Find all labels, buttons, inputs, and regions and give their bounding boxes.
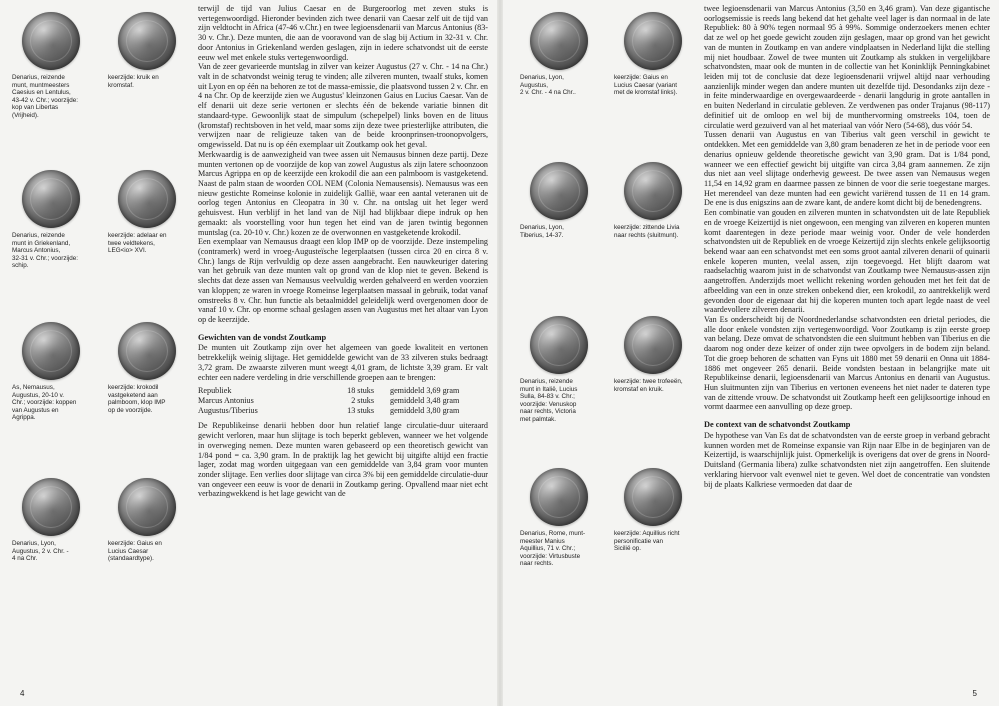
table-row [198, 386, 459, 396]
table-cell-group: Augustus/Tiberius [198, 405, 258, 415]
coin-figure [520, 316, 612, 424]
right-page-text [704, 4, 990, 489]
body-paragraph: Van de zeer gevarieerde muntslag in zilver van keizer Augustus (27 v. Chr. - 14 na Chr.) valt in de schatvondst weinig terug te vinden; alle zilveren munten, twaalf stuks, komen uit Lyon en op één na behoren ze tot de massa-emissie, die plaatsvond tussen 2 v. Chr. en 4 na Chr. Op de keerzijde zien we Augustus' kleinzonen Gaius en Lucius Caesar. Van de elf denarii uit deze serie vertonen er slechts één de bekende variatie binnen dit standaard-type. Gewoonlijk staat de simpulum (schepelpel) links boven en de lituus (kromstaf) rechtsboven in het veld, maar soms zijn deze twee priesterlijke attributen, die verwijzen naar de religieuze taken van de beide kroonprinsen-troonopvolgers, omgewisseld. Dat nu is op één exemplaar uit Zoutkamp ook het geval. [198, 62, 488, 150]
coin-figure [614, 316, 706, 393]
coin-image [530, 316, 588, 374]
coin-figure [12, 478, 104, 563]
coin-caption: Denarius, Lyon, Tiberius, 14-37. [520, 224, 564, 239]
coin-image [530, 12, 588, 70]
coin-figure [108, 12, 200, 89]
coin-caption: keerzijde: zittende Livia naar rechts (sluitmunt). [614, 224, 680, 239]
body-paragraph: twee legioensdenarii van Marcus Antonius (3,50 en 3,46 gram). Van deze gigantische oorlogsemissie is reeds lang bekend dat het gehalte veel lager is dan normaal in de late Republiek: 80 à 90% tegen normaal 95 à 99%. Sommige onderzoekers menen echter dat ze wel op het goede gewicht zouden zijn geslagen, maar op grond van het gewicht van de munten in Zoutkamp en van andere vindplaatsen in Nederland lijkt die stelling mij niet houdbaar. Zowel de twee munten uit Zoutkamp als stukken in vergelijkbare schatvondsten, maar ook de munten in de collectie van het Koninklijk Penningkabinet leiden mij tot de conclusie dat deze legioensdenarii vrijwel altijd naar verhouding aanzienlijk minder wegen dan andere munten uit dezelfde tijd. Desondanks zijn deze - in feite minderwaardige en overgewaardeerde - denarii langdurig in grote aantallen in en buiten Nederland in circulatie gebleven. Ze verdwenen pas onder Trajanus (98-117) definitief uit de omloop en wel bij de munthervorming omstreeks 104, toen de circulatie werd gezuiverd van al het materiaal van vóór Nero (54-68), dus vóór 54. [704, 4, 990, 130]
coin-caption: keerzijde: adelaar en twee veldtekens, LEG<io> XVI. [108, 232, 167, 255]
coin-figure [520, 12, 612, 97]
coin-caption: As, Nemausus, Augustus, 20-10 v. Chr.; voorzijde: koppen van Augustus en Agrippa. [12, 384, 77, 422]
table-cell-group: Marcus Antonius [198, 396, 254, 406]
coin-image [118, 12, 176, 70]
coin-figure [520, 468, 612, 568]
coin-caption: keerzijde: Aquillius richt personificatie van Sicilië op. [614, 530, 680, 553]
body-paragraph: Tussen denarii van Augustus en van Tiberius valt geen verschil in gewicht te ontdekken. Met een gemiddelde van 3,80 gram benaderen ze het in de periode voor een denarius opnieuw geldende theoretische gewicht van 3,90 gram. Dat is 1/84 pond, wanneer we een effectief gewicht bij uitgifte van circa 3,84 gram aannemen. Ze zijn dus niet aan veel slijtage onderhevig geweest. De twee assen van Nemausus wegen 11,54 en 14,92 gram en daarmee passen ze binnen de voor die serie toegestane marges. Het merendeel van deze munten had een gewicht variërend tussen de 11 en 14 gram. De ene is dus enigszins aan de zware kant, de andere komt dicht bij de benedengrens. [704, 130, 990, 208]
table-cell-count: 18 stuks [347, 386, 374, 396]
coin-image [22, 12, 80, 70]
coin-caption: keerzijde: twee trofeeën, kromstaf en kruik. [614, 378, 683, 393]
body-paragraph: De munten uit Zoutkamp zijn over het algemeen van goede kwaliteit en vertonen betrekkelijk weinig slijtage. Het gemiddelde gewicht van de 33 zilveren stuks bedraagt 3,72 gram. De zwaarste zilveren munt weegt 4,01 gram, de lichtste 3,39 gram. Er valt echter een nadere verdeling in drie verschillende groepen aan te brengen: [198, 343, 488, 382]
coin-image [624, 316, 682, 374]
coin-caption: Denarius, reizende munt in Griekenland, Marcus Antonius, 32-31 v. Chr.; voorzijde: schip. [12, 232, 79, 270]
table-cell-group: Republiek [198, 386, 232, 396]
table-cell-average: gemiddeld 3,80 gram [390, 405, 460, 415]
coin-caption: Denarius, reizende munt, muntmeesters Caesius en Lentulus, 43-42 v. Chr.; voorzijde: kop van Libertas (Vrijheid). [12, 74, 79, 119]
body-paragraph: Een combinatie van gouden en zilveren munten in schatvondsten uit de late Republiek en de vroege Keizertijd is niet ongewoon, een menging van zilveren en koperen munten komt daarentegen in deze periode maar weinig voor. Onder de vele honderden schatvondsten uit de Republiek en de vroege Keizertijd zijn slechts enkele gelijksoortig bekend waar aan een schatvondst met een soms groot aantal zilveren denarii of quinarii enkele koperen munten, veelal assen, zijn toegevoegd. Het blijft daarom wat raadselachtig waarom juist in de schatvondst van Zoutkamp twee Nemausus-assen zijn aangetroffen. Anderzijds moet wellicht rekening worden gehouden met het feit dat de afbeelding van een in onze streken onbekend dier, een krokodil, zo aantrekkelijk werd gevonden door de eigenaar dat hij die koperen munten toch apart legde naast de veel waardevollere zilveren denarii. [704, 208, 990, 315]
weights-table [198, 386, 459, 415]
section-heading: De context van de schatvondst Zoutkamp [704, 420, 851, 430]
table-row [198, 396, 459, 406]
left-page-text [198, 4, 488, 499]
coin-figure [108, 478, 200, 563]
coin-figure [614, 12, 706, 97]
coin-caption: keerzijde: kruik en kromstaf. [108, 74, 159, 89]
coin-figure [614, 468, 706, 553]
coin-caption: Denarius, Lyon, Augustus, 2 v. Chr. - 4 na Chr.. [520, 74, 576, 97]
coin-image [118, 478, 176, 536]
book-gutter [497, 0, 503, 706]
body-paragraph: De hypothese van Van Es dat de schatvondsten van de eerste groep in verband gebracht kunnen worden met de Romeinse expansie van Rijn naar Elbe in de beginjaren van de Keizertijd, is waarschijnlijk juist. Opmerkelijk is overigens dat over de grens in Noord-Duitsland (Germania libera) zulke schatvondsten niet zijn aangetroffen. Een sluitende verklaring hiervoor valt evenwel niet te geven. Wel doet de concentratie van vondsten bij de plaats Kalkriese vermoeden dat daar de [704, 430, 990, 489]
coin-image [118, 322, 176, 380]
coin-figure [108, 322, 200, 414]
body-paragraph: Merkwaardig is de aanwezigheid van twee assen uit Nemausus binnen deze partij. Deze munten vertonen op de voorzijde de kop van zowel Augustus als zijn latere schoonzoon Marcus Agrippa en op de keerzijde een krokodil die aan een palmboom is vastgeketend. Naast de palm staan de woorden COL NEM (Colonia Nemausensis). Nemausus was een nieuw gestichte Romeinse kolonie in zuidelijk Gallië, waar een aantal veteranen uit de oorlog tegen Antonius en Cleopatra in 30 v. Chr. na ontslag uit het leger werd gehuisvest. Hun verblijf in het land van de Nijl had blijkbaar diepe indruk op hen gemaakt: als voorstelling voor hun tegen het eind van de jaren twintig begonnen muntslag (ca. 20-10 v. Chr.) kozen ze de overwonnen en vastgeketende krokodil. [198, 149, 488, 237]
coin-caption: Denarius, Rome, munt- meester Manius Aquillius, 71 v. Chr.; voorzijde: Virtusbuste naar rechts. [520, 530, 586, 568]
coin-figure [12, 170, 104, 270]
coin-caption: keerzijde: krokodil vastgeketend aan palmboom, klop IMP op de voorzijde. [108, 384, 166, 414]
coin-figure [108, 170, 200, 255]
coin-caption: keerzijde: Gaius en Lucius Caesar (standaardtype). [108, 540, 162, 563]
coin-figure [614, 162, 706, 239]
coin-image [530, 162, 588, 220]
coin-caption: Denarius, Lyon, Augustus, 2 v. Chr. - 4 na Chr. [12, 540, 69, 563]
coin-image [118, 170, 176, 228]
coin-image [624, 162, 682, 220]
body-paragraph: De Republikeinse denarii hebben door hun relatief lange circulatie-duur uiteraard gewicht verloren, maar hun slijtage is toch beperkt gebleven, wanneer we het volgende in overweging nemen. Deze munten waren gebaseerd op een theoretisch gewicht van 1/84 pond = ca. 3,90 gram. In de praktijk lag het gewicht bij uitgifte altijd een fractie lager, zodat mag worden uitgegaan van een gemiddelde van 3,84 gram voor munten zonder slijtage. Een verlies door slijtage van circa 3% bij een gemiddelde circulatie-duur van ongeveer een eeuw is voor de denarii in Zoutkamp gering. Opvallend maar niet echt verbazingwekkend is het lage gewicht van de [198, 421, 488, 499]
body-paragraph: terwijl de tijd van Julius Caesar en de Burgeroorlog met zeven stuks is vertegenwoordigd. Hieronder bevinden zich twee denarii van Caesar zelf uit de tijd van zijn veldtocht in Africa (47-46 v.Chr.) en twee legioensdenarii van Marcus Antonius (83-30 v. Chr.). Deze munten, die aan de vooravond van de slag bij Actium in 32-31 v. Chr. door Antonius in Griekenland werden geslagen, zijn in iedere schatvondst uit de eerste eeuw wel met enkele stuks vertegenwoordigd. [198, 4, 488, 62]
table-cell-count: 2 stuks [351, 396, 374, 406]
body-paragraph: Een exemplaar van Nemausus draagt een klop IMP op de voorzijde. Deze instempeling (contramerk) werd in vroeg-Augusteïsche legerplaatsen (tussen circa 20 en circa 8 v. Chr.) langs de Rijn verlvuldig op deze assen aangebracht. Een nauwkeuriger datering van het gebruik van deze munten valt op grond van de klop niet te geven. Bekend is slechts dat deze assen van Nemausus veelvuldig werden gehalveerd en werden voorzien van kloppen; ze waren in vroege Romeinse legerplaatsen massaal in gebruik, todat vanaf omstreeks 8 v. Chr. hun functie als betaalmiddel geleidelijk werd overgenomen door de vanaf 10 v. Chr. op enorme schaal geslagen assen van Augustus met het altaar van Lyon op de keerzijde. [198, 237, 488, 324]
coin-image [624, 12, 682, 70]
body-paragraph: Van Es onderscheidt bij de Noordnederlandse schatvondsten een drietal periodes, die alle door enkele vondsten zijn vertegenwoordigd. Voor Zoutkamp is zijn eerste groep van belang. Deze omvat de schatvondsten die een sluitmunt hebben van Tiberius en die daarom nog onder deze keizer of onder zijn twee opvolgers in de bodem zijn beland. Tot die groep behoren de schatten van Fyns uit 1880 met 59 denarii en Onna uit 1884-1886 met ongeveer 265 denarii. Beide vondsten bestaan in belangrijke mate uit Republikeinse denarii, legioensdenarii van Marcus Antonius en denarii van Augustus. Hun sluitmunten zijn van Tiberius en vertonen eveneens het niet nader te dateren type van de zittende vrouw. De schatvondst uit Zoutkamp heeft een gelijksoortige inhoud en vormt daarmee een aanvulling op deze groep. [704, 315, 990, 412]
table-row [198, 406, 459, 416]
coin-figure [520, 162, 612, 239]
table-cell-average: gemiddeld 3,69 gram [390, 386, 460, 396]
coin-caption: Denarius, reizende munt in Italië, Lucius Sulla, 84-83 v. Chr.; voorzijde: Venuskop naar rechts, Victoria met palmtak. [520, 378, 578, 423]
section-heading: Gewichten van de vondst Zoutkamp [198, 332, 327, 342]
coin-image [22, 478, 80, 536]
table-cell-count: 13 stuks [347, 405, 374, 415]
coin-figure [12, 12, 104, 120]
coin-image [22, 170, 80, 228]
coin-image [624, 468, 682, 526]
coin-caption: keerzijde: Gaius en Lucius Caesar (variant met de kromstaf links). [614, 74, 678, 97]
page-number: 4 [20, 689, 25, 698]
coin-image [530, 468, 588, 526]
page-number: 5 [972, 689, 977, 698]
coin-figure [12, 322, 104, 422]
coin-image [22, 322, 80, 380]
table-cell-average: gemiddeld 3,48 gram [390, 396, 460, 406]
